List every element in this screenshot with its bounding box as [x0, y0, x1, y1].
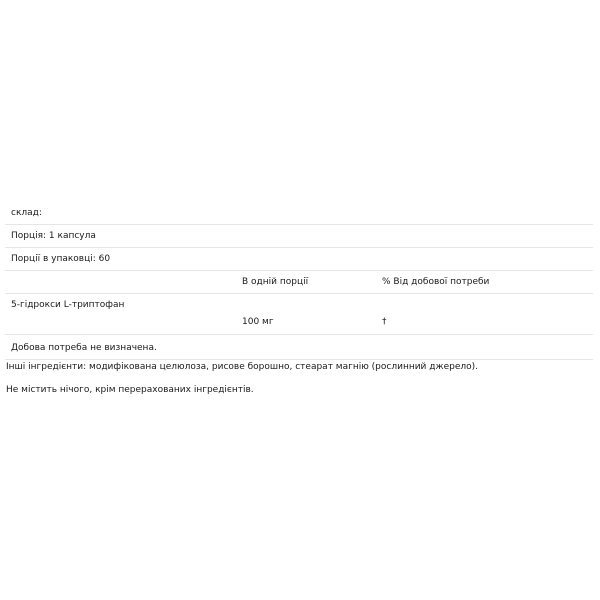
facts-heading: склад: — [11, 208, 42, 218]
daily-value-note: Добова потреба не визначена. — [11, 343, 157, 353]
supplement-facts-table — [5, 202, 593, 360]
servings-per-container: Порції в упаковці: 60 — [11, 254, 111, 264]
contains-note: Не містить нічого, крім перерахованих інгредієнтів. — [6, 385, 254, 395]
ingredient-amount: 100 мг — [242, 317, 274, 327]
ingredient-name: 5-гідрокси L-триптофан — [11, 300, 125, 310]
ingredient-daily-value: † — [382, 317, 387, 327]
column-header-daily-value: % Від добової потреби — [382, 277, 490, 287]
other-ingredients: Інші інгредієнти: модифікована целюлоза, рисове борошно, стеарат магнію (рослинний джерело). — [6, 362, 479, 372]
facts-heading-row — [5, 202, 593, 225]
serving-size-row — [5, 225, 593, 248]
column-header-per-serving: В одній порції — [242, 277, 309, 287]
column-header-row — [5, 271, 593, 294]
serving-size: Порція: 1 капсула — [11, 231, 96, 241]
servings-per-container-row — [5, 248, 593, 271]
ingredient-row — [5, 294, 593, 335]
daily-value-note-row — [5, 335, 593, 360]
